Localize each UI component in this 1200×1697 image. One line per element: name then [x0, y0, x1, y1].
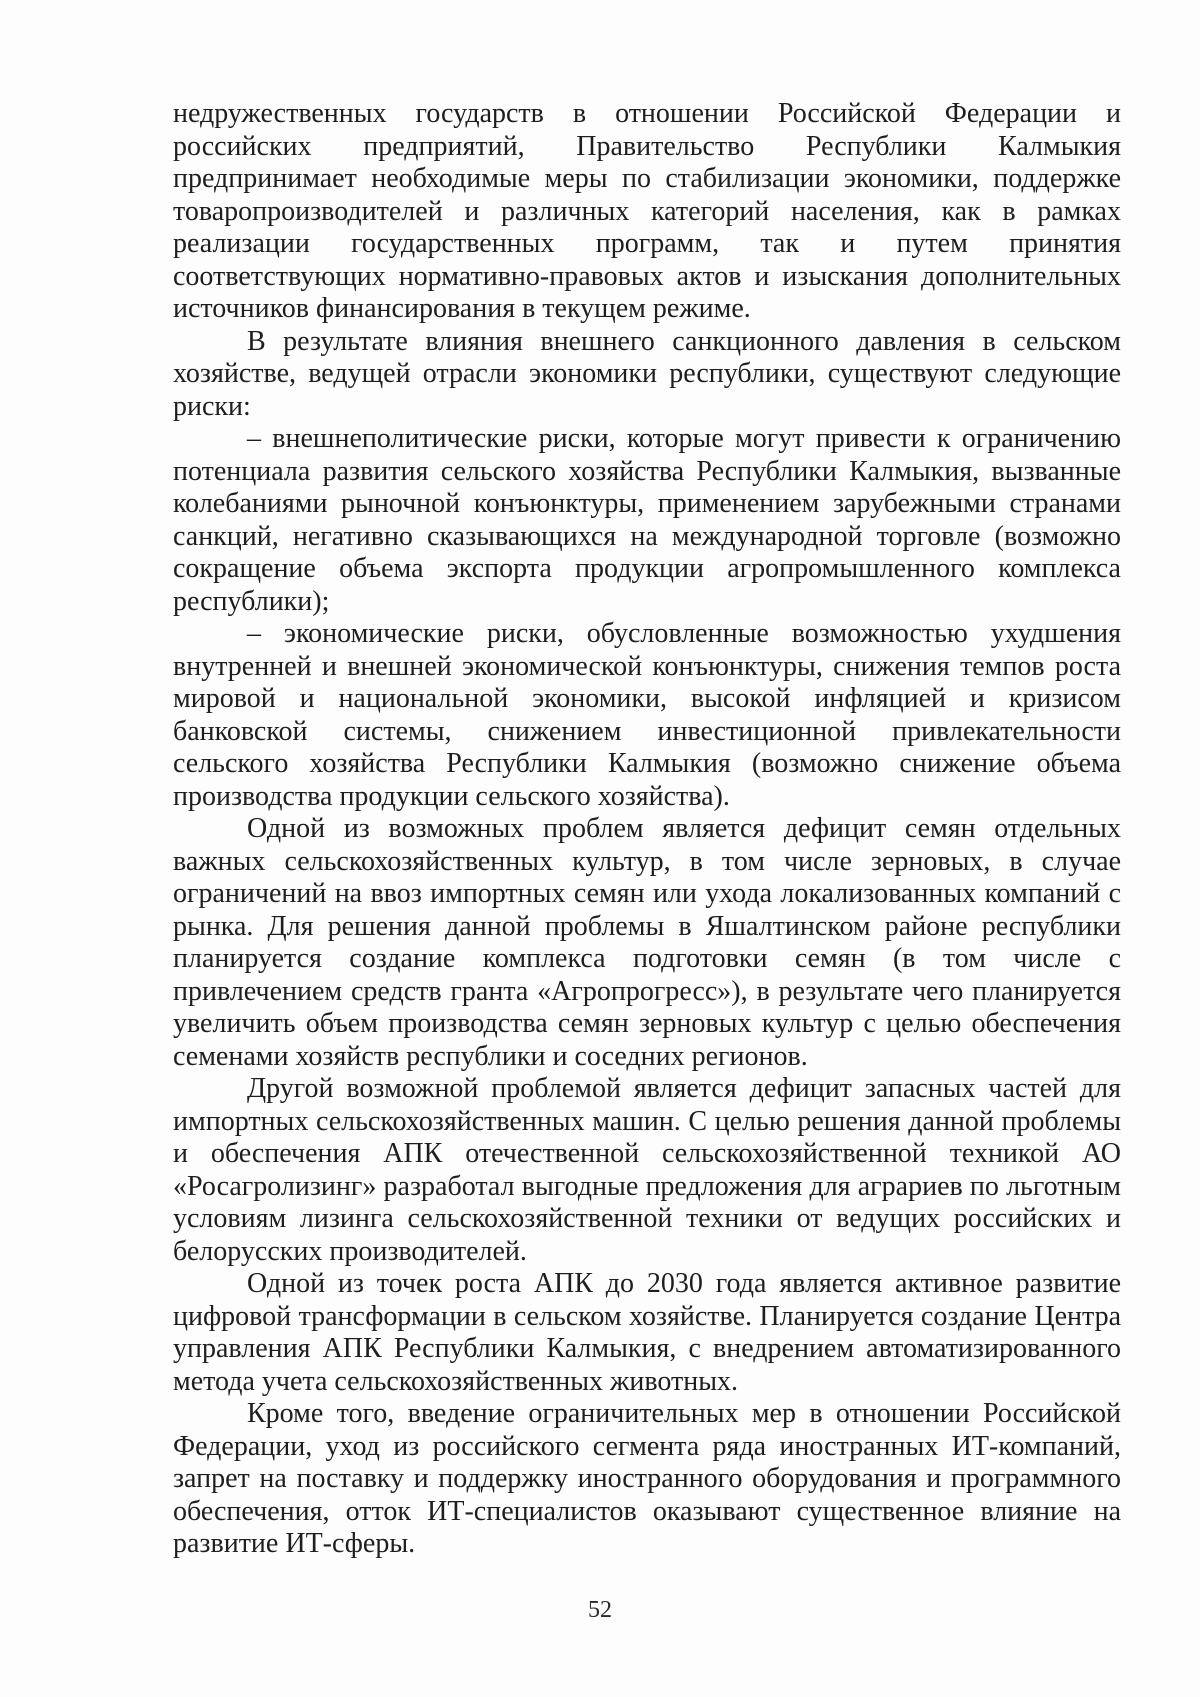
- paragraph-foreign-policy-risks: – внешнеполитические риски, которые могут привести к ограничению потенциала развития сельского хозяйства Республики Калмыкия, вызванные колебаниями рыночной конъюнктуры, применением зарубежными странами санкций, негативно сказывающихся на международной торговле (возможно сокращение объема экспорта продукции агропромышленного комплекса республики);: [173, 423, 1121, 617]
- paragraph-seed-deficit: Одной из возможных проблем является дефицит семян отдельных важных сельскохозяйственных культур, в том числе зерновых, в случае ограничений на ввоз импортных семян или ухода локализованных компаний с рынка. Для решения данной проблемы в Яшалтинском районе республики планируется создание комплекса подготовки семян (в том числе с привлечением средств гранта «Агропрогресс»), в результате чего планируется увеличить объем производства семян зерновых культур с целью обеспечения семенами хозяйств республики и соседних регионов.: [173, 813, 1121, 1072]
- paragraph-risks-intro: В результате влияния внешнего санкционного давления в сельском хозяйстве, ведущей отрасли экономики республики, существуют следующие риски:: [173, 325, 1121, 422]
- page-number: 52: [588, 1597, 612, 1623]
- paragraph-economic-risks: – экономические риски, обусловленные возможностью ухудшения внутренней и внешней экономической конъюнктуры, снижения темпов роста мировой и национальной экономики, высокой инфляцией и кризисом банковской системы, снижением инвестиционной привлекательности сельского хозяйства Республики Калмыкия (возможно снижение объема производства продукции сельского хозяйства).: [173, 618, 1121, 812]
- paragraph-continuation: недружественных государств в отношении Российской Федерации и российских предприятий, Правительство Республики Калмыкия предпринимает необходимые меры по стабилизации экономики, поддержке товаропроизводителей и различных категорий населения, как в рамках реализации государственных программ, так и путем принятия соответствующих нормативно-правовых актов и изыскания дополнительных источников финансирования в текущем режиме.: [173, 98, 1121, 324]
- body-text: [173, 98, 1121, 1561]
- paragraph-spare-parts: Другой возможной проблемой является дефицит запасных частей для импортных сельскохозяйственных машин. С целью решения данной проблемы и обеспечения АПК отечественной сельскохозяйственной техникой АО «Росагролизинг» разработал выгодные предложения для аграриев по льготным условиям лизинга сельскохозяйственной техники от ведущих российских и белорусских производителей.: [173, 1073, 1121, 1267]
- paragraph-digital-transformation: Одной из точек роста АПК до 2030 года является активное развитие цифровой трансформации в сельском хозяйстве. Планируется создание Центра управления АПК Республики Калмыкия, с внедрением автоматизированного метода учета сельскохозяйственных животных.: [173, 1268, 1121, 1397]
- paragraph-it-sphere: Кроме того, введение ограничительных мер в отношении Российской Федерации, уход из российского сегмента ряда иностранных ИТ-компаний, запрет на поставку и поддержку иностранного оборудования и программного обеспечения, отток ИТ-специалистов оказывают существенное влияние на развитие ИТ-сферы.: [173, 1398, 1121, 1559]
